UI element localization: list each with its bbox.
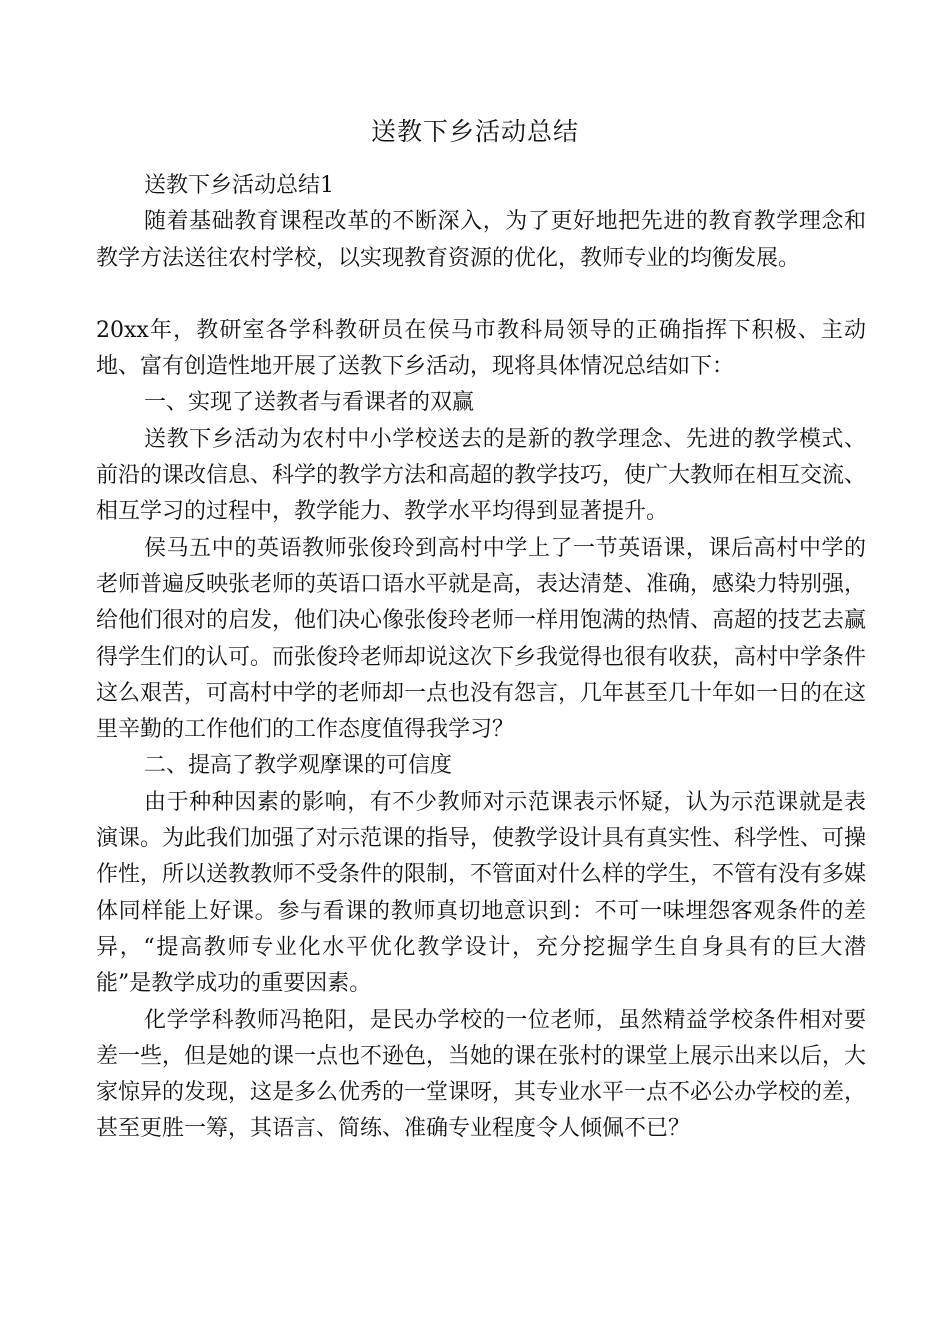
subtitle-paragraph: 送教下乡活动总结1 bbox=[144, 173, 334, 198]
section-heading-2: 二、提高了教学观摩课的可信度 bbox=[144, 753, 453, 779]
overview-paragraph: 20xx年，教研室各学科教研员在侯马市教科局领导的正确指挥下积极、主动地、富有创造性地开展了送教下乡活动，现将具体情况总结如下： bbox=[96, 317, 866, 380]
body-paragraph: 化学学科教师冯艳阳，是民办学校的一位老师，虽然精益学校条件相对要差一些，但是她的课一点也不逊色，当她的课在张村的课堂上展示出来以后，大家惊异的发现，这是多么优秀的一堂课呀，其专业水平一点不必公办学校的差，甚至更胜一筹，其语言、简练、准确专业程度令人倾佩不已？ bbox=[96, 1007, 867, 1142]
body-paragraph: 由于种种因素的影响，有不少教师对示范课表示怀疑，认为示范课就是表演课。为此我们加强了对示范课的指导，使教学设计具有真实性、科学性、可操作性，所以送教教师不受条件的限制，不管面对什么样的学生，不管有没有多媒体同样能上好课。参与看课的教师真切地意识到：不可一味埋怨客观条件的差异，“提高教师专业化水平优化教学设计，充分挖掘学生自身具有的巨大潜能”是教学成功的重要因素。 bbox=[96, 789, 867, 997]
document-body bbox=[96, 168, 866, 1148]
intro-paragraph: 随着基础教育课程改革的不断深入，为了更好地把先进的教育教学理念和教学方法送往农村学校，以实现教育资源的优化，教师专业的均衡发展。 bbox=[96, 209, 866, 271]
body-paragraph: 侯马五中的英语教师张俊玲到高村中学上了一节英语课，课后高村中学的老师普遍反映张老师的英语口语水平就是高，表达清楚、准确，感染力特别强，给他们很对的启发，他们决心像张俊玲老师一样用饱满的热情、高超的技艺去赢得学生们的认可。而张俊玲老师却说这次下乡我觉得也很有收获，高村中学条件这么艰苦，可高村中学的老师却一点也没有怨言，几年甚至几十年如一日的在这里辛勤的工作他们的工作态度值得我学习？ bbox=[96, 535, 867, 743]
document-title: 送教下乡活动总结 bbox=[370, 117, 579, 146]
body-paragraph: 送教下乡活动为农村中小学校送去的是新的教学理念、先进的教学模式、前沿的课改信息、科学的教学方法和高超的教学技巧，使广大教师在相互交流、相互学习的过程中，教学能力、教学水平均得到显著提升。 bbox=[96, 426, 867, 525]
section-heading-1: 一、实现了送教者与看课者的双赢 bbox=[144, 390, 475, 416]
